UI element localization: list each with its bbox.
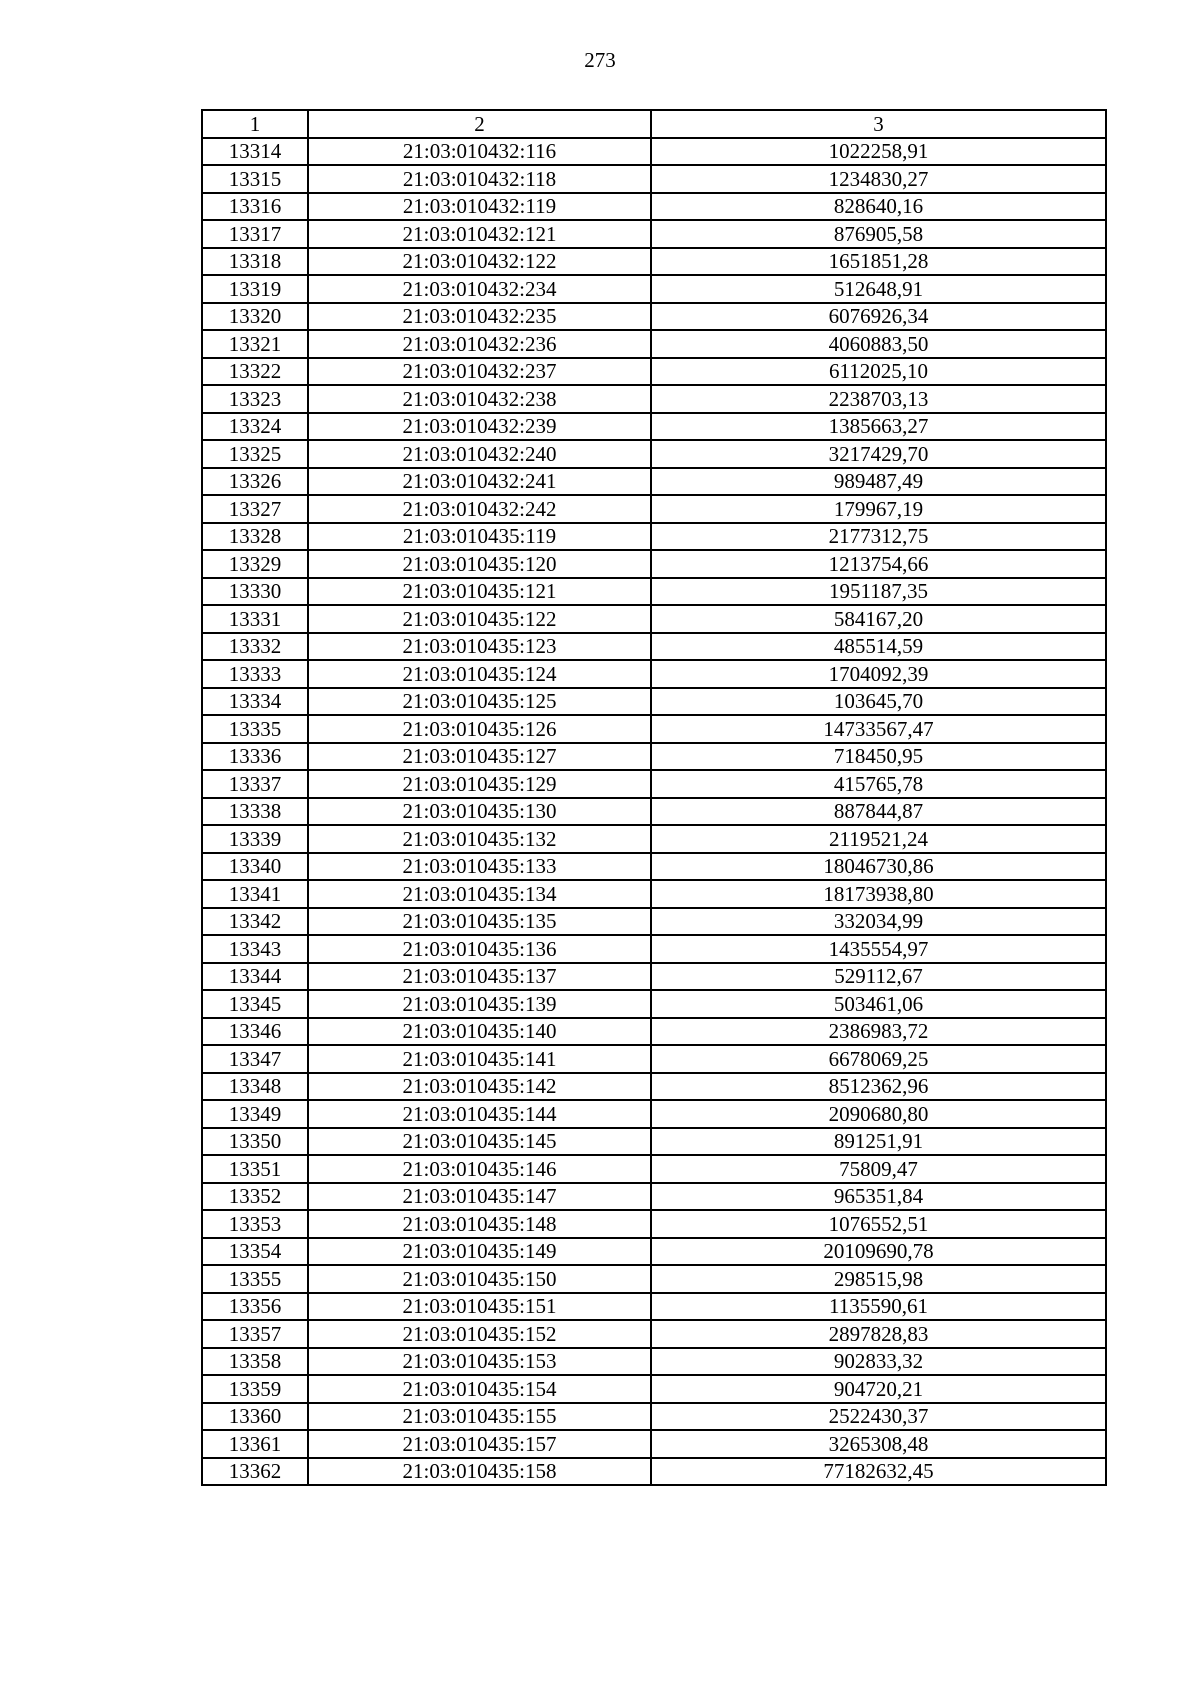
cell-value: 503461,06 — [651, 990, 1106, 1018]
cell-cadastral-number: 21:03:010432:237 — [308, 358, 651, 386]
cell-cadastral-number: 21:03:010435:145 — [308, 1128, 651, 1156]
cell-value: 1022258,91 — [651, 138, 1106, 166]
table-row — [202, 1320, 1106, 1348]
table-row — [202, 248, 1106, 276]
table-row — [202, 1155, 1106, 1183]
cell-value: 1651851,28 — [651, 248, 1106, 276]
cell-cadastral-number: 21:03:010435:130 — [308, 798, 651, 826]
cell-number: 13360 — [202, 1403, 308, 1431]
cell-number: 13358 — [202, 1348, 308, 1376]
cell-value: 179967,19 — [651, 495, 1106, 523]
table-row — [202, 1375, 1106, 1403]
cell-value: 1213754,66 — [651, 550, 1106, 578]
cell-number: 13351 — [202, 1155, 308, 1183]
cell-cadastral-number: 21:03:010435:150 — [308, 1265, 651, 1293]
cell-cadastral-number: 21:03:010435:123 — [308, 633, 651, 661]
table-row — [202, 605, 1106, 633]
table-row — [202, 633, 1106, 661]
cell-value: 904720,21 — [651, 1375, 1106, 1403]
table-row — [202, 660, 1106, 688]
cell-cadastral-number: 21:03:010432:238 — [308, 385, 651, 413]
cell-cadastral-number: 21:03:010435:136 — [308, 935, 651, 963]
cell-value: 718450,95 — [651, 743, 1106, 771]
table-row — [202, 1018, 1106, 1046]
table-row — [202, 1210, 1106, 1238]
table-row — [202, 1293, 1106, 1321]
cell-value: 891251,91 — [651, 1128, 1106, 1156]
table-row — [202, 908, 1106, 936]
table-row — [202, 138, 1106, 166]
cell-cadastral-number: 21:03:010432:236 — [308, 330, 651, 358]
cell-value: 332034,99 — [651, 908, 1106, 936]
cell-number: 13337 — [202, 770, 308, 798]
cell-cadastral-number: 21:03:010435:121 — [308, 578, 651, 606]
cell-cadastral-number: 21:03:010432:121 — [308, 220, 651, 248]
table-row — [202, 1430, 1106, 1458]
table-body — [202, 138, 1106, 1486]
cell-value: 876905,58 — [651, 220, 1106, 248]
cell-number: 13323 — [202, 385, 308, 413]
cell-value: 14733567,47 — [651, 715, 1106, 743]
cell-value: 18173938,80 — [651, 880, 1106, 908]
cell-cadastral-number: 21:03:010435:146 — [308, 1155, 651, 1183]
cell-number: 13316 — [202, 193, 308, 221]
cell-number: 13324 — [202, 413, 308, 441]
table-row — [202, 1348, 1106, 1376]
cell-value: 1135590,61 — [651, 1293, 1106, 1321]
cell-value: 887844,87 — [651, 798, 1106, 826]
cell-cadastral-number: 21:03:010435:144 — [308, 1100, 651, 1128]
cell-number: 13350 — [202, 1128, 308, 1156]
cell-value: 1435554,97 — [651, 935, 1106, 963]
cell-number: 13354 — [202, 1238, 308, 1266]
cell-number: 13349 — [202, 1100, 308, 1128]
cell-cadastral-number: 21:03:010435:158 — [308, 1458, 651, 1486]
cell-value: 989487,49 — [651, 468, 1106, 496]
cell-value: 2177312,75 — [651, 523, 1106, 551]
cell-cadastral-number: 21:03:010435:155 — [308, 1403, 651, 1431]
cell-value: 3217429,70 — [651, 440, 1106, 468]
table-row — [202, 468, 1106, 496]
cell-number: 13345 — [202, 990, 308, 1018]
cell-value: 1234830,27 — [651, 165, 1106, 193]
table-row — [202, 1073, 1106, 1101]
cell-value: 902833,32 — [651, 1348, 1106, 1376]
cell-number: 13341 — [202, 880, 308, 908]
cell-value: 6076926,34 — [651, 303, 1106, 331]
cell-cadastral-number: 21:03:010432:118 — [308, 165, 651, 193]
table-row — [202, 1128, 1106, 1156]
table-row — [202, 550, 1106, 578]
cell-cadastral-number: 21:03:010435:151 — [308, 1293, 651, 1321]
cell-number: 13346 — [202, 1018, 308, 1046]
cell-cadastral-number: 21:03:010432:122 — [308, 248, 651, 276]
table-row — [202, 413, 1106, 441]
cell-number: 13344 — [202, 963, 308, 991]
table-row — [202, 1265, 1106, 1293]
cell-value: 2386983,72 — [651, 1018, 1106, 1046]
table-row — [202, 330, 1106, 358]
cell-number: 13318 — [202, 248, 308, 276]
cell-number: 13320 — [202, 303, 308, 331]
cell-cadastral-number: 21:03:010435:125 — [308, 688, 651, 716]
cell-value: 965351,84 — [651, 1183, 1106, 1211]
cell-number: 13355 — [202, 1265, 308, 1293]
table-row — [202, 825, 1106, 853]
cell-cadastral-number: 21:03:010435:152 — [308, 1320, 651, 1348]
cell-cadastral-number: 21:03:010435:153 — [308, 1348, 651, 1376]
cell-cadastral-number: 21:03:010435:135 — [308, 908, 651, 936]
cell-cadastral-number: 21:03:010432:240 — [308, 440, 651, 468]
table-row — [202, 1045, 1106, 1073]
table-row — [202, 715, 1106, 743]
table-row — [202, 1458, 1106, 1486]
cell-value: 3265308,48 — [651, 1430, 1106, 1458]
table-row — [202, 688, 1106, 716]
column-header-3: 3 — [651, 110, 1106, 138]
cell-number: 13317 — [202, 220, 308, 248]
cell-number: 13331 — [202, 605, 308, 633]
cell-value: 828640,16 — [651, 193, 1106, 221]
cell-cadastral-number: 21:03:010435:137 — [308, 963, 651, 991]
cell-number: 13314 — [202, 138, 308, 166]
cell-cadastral-number: 21:03:010432:235 — [308, 303, 651, 331]
cell-value: 2522430,37 — [651, 1403, 1106, 1431]
cell-value: 512648,91 — [651, 275, 1106, 303]
cell-number: 13325 — [202, 440, 308, 468]
cell-cadastral-number: 21:03:010435:149 — [308, 1238, 651, 1266]
cell-number: 13361 — [202, 1430, 308, 1458]
table-row — [202, 193, 1106, 221]
cell-cadastral-number: 21:03:010435:147 — [308, 1183, 651, 1211]
cell-number: 13357 — [202, 1320, 308, 1348]
cell-value: 75809,47 — [651, 1155, 1106, 1183]
cell-value: 2238703,13 — [651, 385, 1106, 413]
cell-value: 584167,20 — [651, 605, 1106, 633]
cell-cadastral-number: 21:03:010435:124 — [308, 660, 651, 688]
cell-number: 13328 — [202, 523, 308, 551]
cell-number: 13359 — [202, 1375, 308, 1403]
header-row — [202, 110, 1106, 138]
cell-value: 77182632,45 — [651, 1458, 1106, 1486]
column-header-2: 2 — [308, 110, 651, 138]
cell-cadastral-number: 21:03:010435:134 — [308, 880, 651, 908]
cell-value: 4060883,50 — [651, 330, 1106, 358]
cell-number: 13338 — [202, 798, 308, 826]
table-row — [202, 523, 1106, 551]
table-row — [202, 303, 1106, 331]
cell-value: 298515,98 — [651, 1265, 1106, 1293]
cell-cadastral-number: 21:03:010435:141 — [308, 1045, 651, 1073]
cell-number: 13322 — [202, 358, 308, 386]
table-row — [202, 935, 1106, 963]
table-row — [202, 165, 1106, 193]
cell-number: 13326 — [202, 468, 308, 496]
cell-cadastral-number: 21:03:010435:126 — [308, 715, 651, 743]
cell-value: 18046730,86 — [651, 853, 1106, 881]
cell-number: 13334 — [202, 688, 308, 716]
cell-value: 485514,59 — [651, 633, 1106, 661]
cell-cadastral-number: 21:03:010435:142 — [308, 1073, 651, 1101]
cell-cadastral-number: 21:03:010432:239 — [308, 413, 651, 441]
cell-cadastral-number: 21:03:010432:242 — [308, 495, 651, 523]
data-table — [201, 109, 1107, 1486]
cell-number: 13327 — [202, 495, 308, 523]
table-header — [202, 110, 1106, 138]
cell-cadastral-number: 21:03:010435:133 — [308, 853, 651, 881]
cell-value: 6678069,25 — [651, 1045, 1106, 1073]
table-row — [202, 440, 1106, 468]
cell-cadastral-number: 21:03:010435:129 — [308, 770, 651, 798]
cell-number: 13336 — [202, 743, 308, 771]
table-row — [202, 798, 1106, 826]
cell-value: 2119521,24 — [651, 825, 1106, 853]
cell-number: 13353 — [202, 1210, 308, 1238]
table-row — [202, 990, 1106, 1018]
cell-number: 13352 — [202, 1183, 308, 1211]
cell-value: 1385663,27 — [651, 413, 1106, 441]
cell-number: 13319 — [202, 275, 308, 303]
cell-number: 13340 — [202, 853, 308, 881]
cell-number: 13339 — [202, 825, 308, 853]
cell-number: 13321 — [202, 330, 308, 358]
cell-cadastral-number: 21:03:010435:154 — [308, 1375, 651, 1403]
cell-number: 13348 — [202, 1073, 308, 1101]
table-row — [202, 275, 1106, 303]
table-row — [202, 1100, 1106, 1128]
cell-cadastral-number: 21:03:010435:140 — [308, 1018, 651, 1046]
column-header-1: 1 — [202, 110, 308, 138]
table-row — [202, 495, 1106, 523]
cell-number: 13356 — [202, 1293, 308, 1321]
table-row — [202, 385, 1106, 413]
cell-number: 13343 — [202, 935, 308, 963]
cell-value: 8512362,96 — [651, 1073, 1106, 1101]
table-row — [202, 1238, 1106, 1266]
cell-cadastral-number: 21:03:010435:139 — [308, 990, 651, 1018]
cell-value: 529112,67 — [651, 963, 1106, 991]
cell-cadastral-number: 21:03:010435:132 — [308, 825, 651, 853]
cell-cadastral-number: 21:03:010435:119 — [308, 523, 651, 551]
cell-value: 6112025,10 — [651, 358, 1106, 386]
table-row — [202, 853, 1106, 881]
cell-number: 13347 — [202, 1045, 308, 1073]
cell-number: 13330 — [202, 578, 308, 606]
cell-value: 1704092,39 — [651, 660, 1106, 688]
cell-number: 13335 — [202, 715, 308, 743]
cell-number: 13342 — [202, 908, 308, 936]
cell-number: 13333 — [202, 660, 308, 688]
cell-number: 13362 — [202, 1458, 308, 1486]
cell-number: 13329 — [202, 550, 308, 578]
cell-value: 2897828,83 — [651, 1320, 1106, 1348]
table-row — [202, 1403, 1106, 1431]
table-row — [202, 220, 1106, 248]
cell-cadastral-number: 21:03:010432:116 — [308, 138, 651, 166]
table-row — [202, 963, 1106, 991]
table-row — [202, 578, 1106, 606]
cell-value: 2090680,80 — [651, 1100, 1106, 1128]
cell-value: 103645,70 — [651, 688, 1106, 716]
cell-value: 1076552,51 — [651, 1210, 1106, 1238]
cell-cadastral-number: 21:03:010432:241 — [308, 468, 651, 496]
cell-cadastral-number: 21:03:010432:119 — [308, 193, 651, 221]
cell-cadastral-number: 21:03:010435:148 — [308, 1210, 651, 1238]
cell-cadastral-number: 21:03:010435:120 — [308, 550, 651, 578]
cell-cadastral-number: 21:03:010435:122 — [308, 605, 651, 633]
cell-cadastral-number: 21:03:010435:127 — [308, 743, 651, 771]
cell-value: 415765,78 — [651, 770, 1106, 798]
table-row — [202, 743, 1106, 771]
table-row — [202, 358, 1106, 386]
cell-number: 13315 — [202, 165, 308, 193]
table-row — [202, 1183, 1106, 1211]
cell-number: 13332 — [202, 633, 308, 661]
cell-cadastral-number: 21:03:010435:157 — [308, 1430, 651, 1458]
cell-value: 1951187,35 — [651, 578, 1106, 606]
table-row — [202, 880, 1106, 908]
page-number: 273 — [584, 48, 616, 72]
cell-cadastral-number: 21:03:010432:234 — [308, 275, 651, 303]
table-row — [202, 770, 1106, 798]
cell-value: 20109690,78 — [651, 1238, 1106, 1266]
